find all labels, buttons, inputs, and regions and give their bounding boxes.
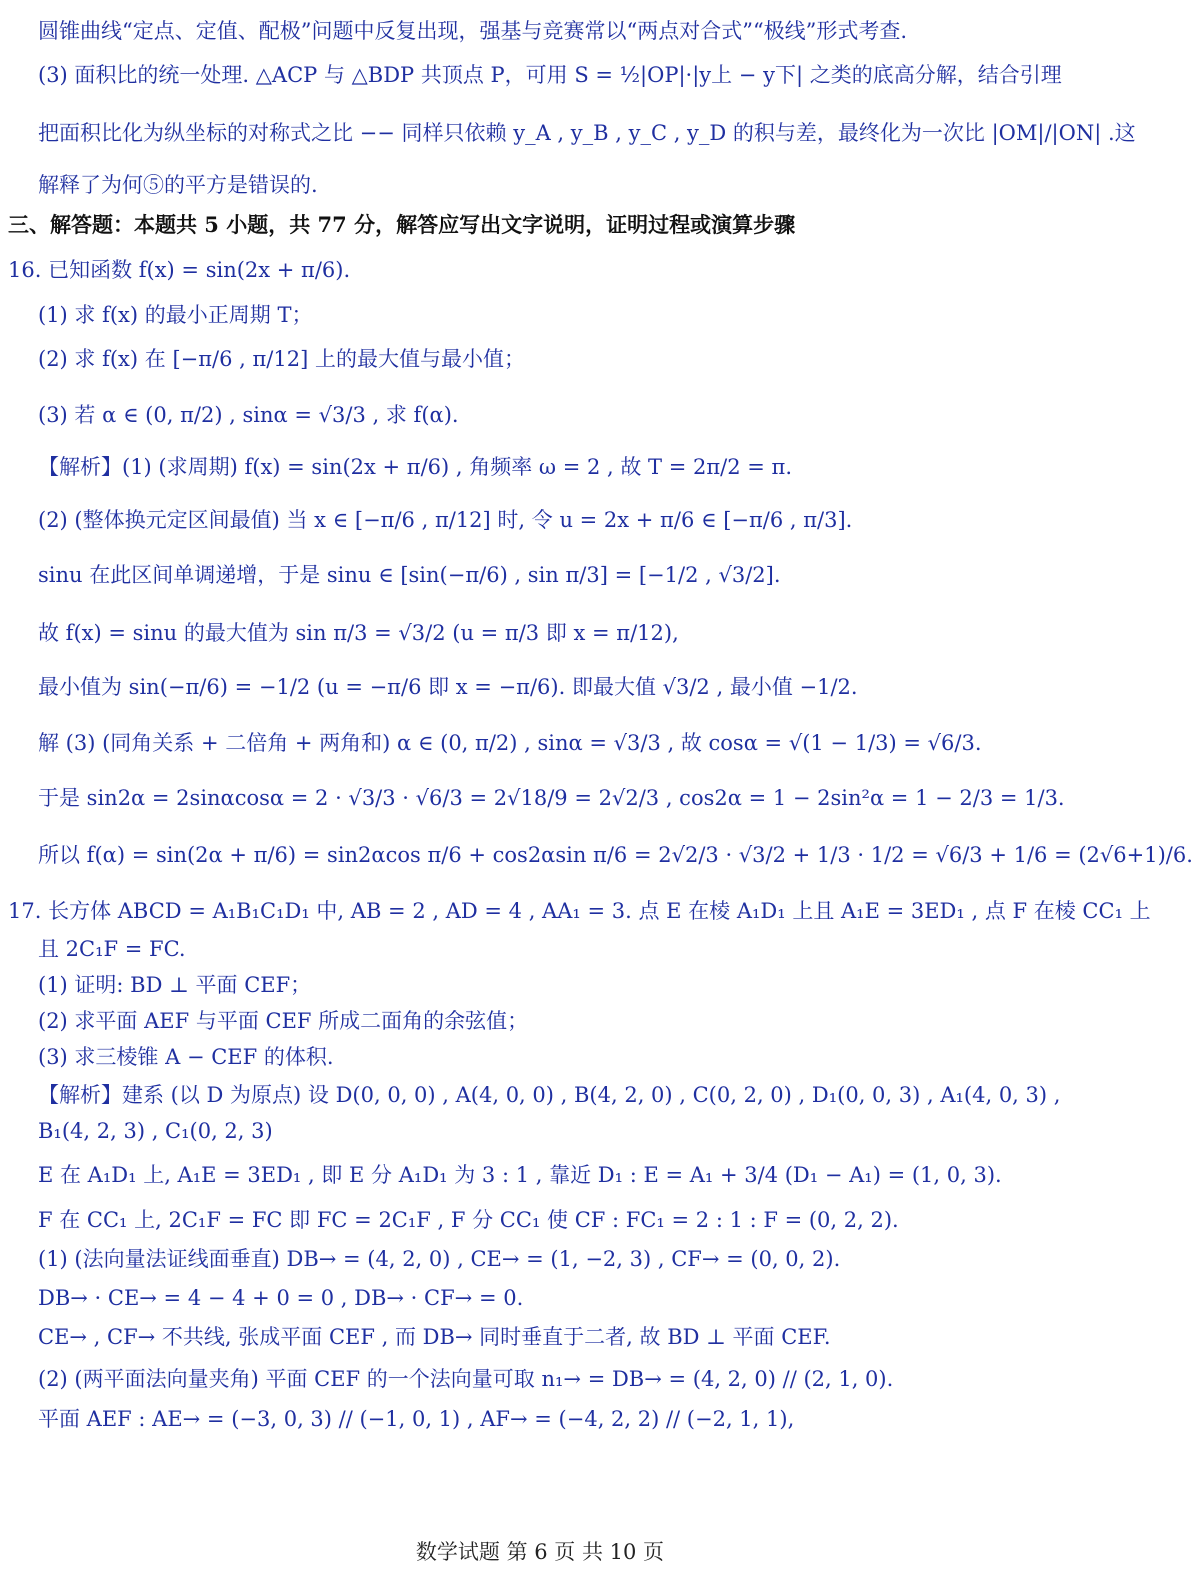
solution-line: F 在 CC₁ 上, 2C₁F = FC 即 FC = 2C₁F , F 分 CC₁ 使 CF : FC₁ = 2 : 1 : F = (0, 2, 2).: [38, 1208, 899, 1232]
question-part: (3) 若 α ∈ (0, π/2) , sinα = √3/3 , 求 f(α).: [38, 403, 459, 427]
solution-line: 所以 f(α) = sin(2α + π/6) = sin2αcos π/6 + cos2αsin π/6 = 2√2/3 · √3/2 + 1/3 · 1/2 = √6/3 + 1/6 = (2√6+1)/6.: [38, 843, 1193, 867]
solution-line: (2) (两平面法向量夹角) 平面 CEF 的一个法向量可取 n₁→ = DB→ = (4, 2, 0) // (2, 1, 0).: [38, 1367, 894, 1391]
solution-line: B₁(4, 2, 3) , C₁(0, 2, 3): [38, 1119, 273, 1143]
text-line: 解释了为何⑤的平方是错误的.: [38, 173, 318, 197]
solution-line: 平面 AEF : AE→ = (−3, 0, 3) // (−1, 0, 1) , AF→ = (−4, 2, 2) // (−2, 1, 1),: [38, 1407, 795, 1431]
text-line: (3) 面积比的统一处理. △ACP 与 △BDP 共顶点 P，可用 S = ½|OP|·|y上 − y下| 之类的底高分解，结合引理: [38, 63, 1062, 87]
solution-line: 【解析】(1) (求周期) f(x) = sin(2x + π/6) , 角频率 ω = 2 , 故 T = 2π/2 = π.: [38, 455, 793, 479]
solution-line: (1) (法向量法证线面垂直) DB→ = (4, 2, 0) , CE→ = (1, −2, 3) , CF→ = (0, 0, 2).: [38, 1247, 841, 1271]
solution-line: 于是 sin2α = 2sinαcosα = 2 · √3/3 · √6/3 = 2√18/9 = 2√2/3 , cos2α = 1 − 2sin²α = 1 − 2/3 = 1/3.: [38, 786, 1065, 810]
solution-line: sinu 在此区间单调递增，于是 sinu ∈ [sin(−π/6) , sin π/3] = [−1/2 , √3/2].: [38, 563, 781, 587]
question-part: (3) 求三棱锥 A − CEF 的体积.: [38, 1045, 334, 1069]
question-part: (2) 求平面 AEF 与平面 CEF 所成二面角的余弦值；: [38, 1009, 529, 1033]
solution-line: (2) (整体换元定区间最值) 当 x ∈ [−π/6 , π/12] 时, 令 u = 2x + π/6 ∈ [−π/6 , π/3].: [38, 508, 853, 532]
solution-line: 解 (3) (同角关系 + 二倍角 + 两角和) α ∈ (0, π/2) , sinα = √3/3 , 故 cosα = √(1 − 1/3) = √6/3.: [38, 731, 982, 755]
solution-line: 最小值为 sin(−π/6) = −1/2 (u = −π/6 即 x = −π/6). 即最大值 √3/2 , 最小值 −1/2.: [38, 675, 858, 699]
question-part: (2) 求 f(x) 在 [−π/6 , π/12] 上的最大值与最小值；: [38, 347, 525, 371]
solution-line: DB→ · CE→ = 4 − 4 + 0 = 0 , DB→ · CF→ = 0.: [38, 1286, 524, 1310]
question-17-stem: 17. 长方体 ABCD = A₁B₁C₁D₁ 中, AB = 2 , AD = 4 , AA₁ = 3. 点 E 在棱 A₁D₁ 上且 A₁E = 3ED₁ , 点 F 在棱 CC₁ 上: [8, 899, 1151, 923]
solution-line: E 在 A₁D₁ 上, A₁E = 3ED₁ , 即 E 分 A₁D₁ 为 3 : 1 , 靠近 D₁ : E = A₁ + 3/4 (D₁ − A₁) = (1, 0, 3).: [38, 1163, 1002, 1187]
question-part: (1) 证明: BD ⊥ 平面 CEF；: [38, 973, 312, 997]
text-line: 圆锥曲线“定点、定值、配极”问题中反复出现，强基与竞赛常以“两点对合式”“极线”形式考查.: [38, 19, 908, 43]
question-17-stem-cont: 且 2C₁F = FC.: [38, 937, 186, 961]
solution-line: CE→ , CF→ 不共线, 张成平面 CEF , 而 DB→ 同时垂直于二者, 故 BD ⊥ 平面 CEF.: [38, 1325, 831, 1349]
section-heading: 三、解答题：本题共 5 小题，共 77 分，解答应写出文字说明，证明过程或演算步骤: [8, 212, 796, 237]
solution-line: 故 f(x) = sinu 的最大值为 sin π/3 = √3/2 (u = π/3 即 x = π/12),: [38, 621, 679, 645]
question-part: (1) 求 f(x) 的最小正周期 T；: [38, 303, 313, 327]
text-line: 把面积比化为纵坐标的对称式之比 −− 同样只依赖 y_A , y_B , y_C , y_D 的积与差，最终化为一次比 |OM|/|ON| .这: [38, 121, 1136, 145]
page-footer: 数学试题 第 6 页 共 10 页: [415, 1540, 665, 1564]
solution-line: 【解析】建系 (以 D 为原点) 设 D(0, 0, 0) , A(4, 0, 0) , B(4, 2, 0) , C(0, 2, 0) , D₁(0, 0, 3) , A₁(4, 0, 3) ,: [38, 1083, 1061, 1107]
question-16-stem: 16. 已知函数 f(x) = sin(2x + π/6).: [8, 258, 351, 282]
